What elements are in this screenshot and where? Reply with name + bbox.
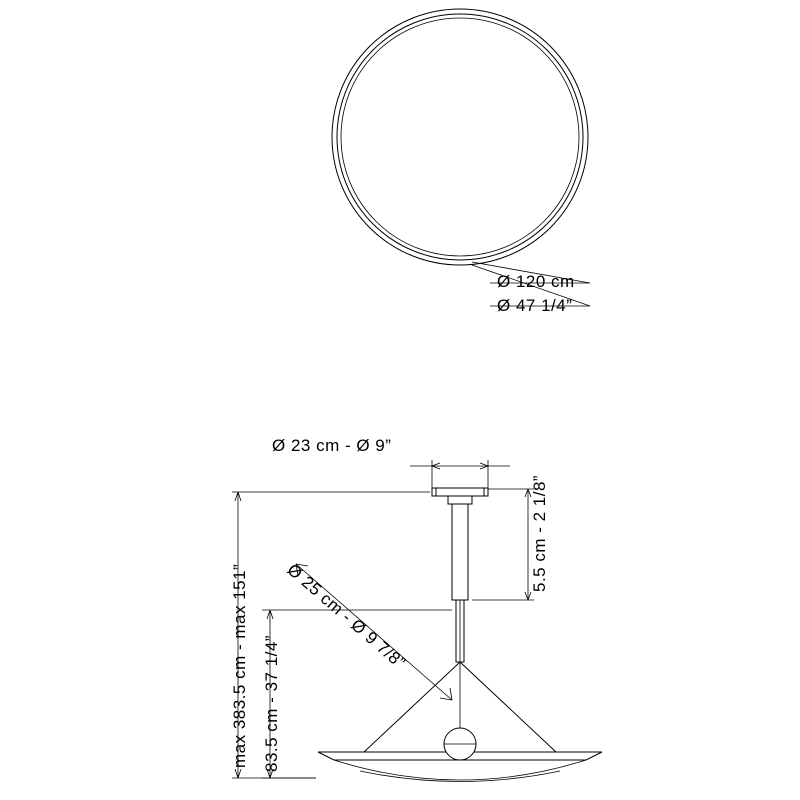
top-diameter-cm-label: Ø 120 cm bbox=[497, 272, 575, 291]
canopy-height-dimension bbox=[472, 489, 534, 600]
min-drop-label: 83.5 cm - 37 1/4” bbox=[262, 634, 281, 772]
max-drop-label: max 383.5 cm - max 151” bbox=[230, 563, 249, 768]
canopy-diameter-label: Ø 23 cm - Ø 9” bbox=[272, 436, 392, 455]
top-diameter-inch-label: Ø 47 1/4” bbox=[497, 296, 573, 315]
canopy-diameter-leader bbox=[410, 460, 510, 492]
ceiling-canopy bbox=[432, 488, 488, 662]
cone-diameter-label: Ø 25 cm - Ø 9 7/8” bbox=[283, 560, 410, 673]
canopy-height-label: 5.5 cm - 2 1/8” bbox=[530, 474, 549, 592]
lamp-sphere bbox=[444, 728, 476, 760]
